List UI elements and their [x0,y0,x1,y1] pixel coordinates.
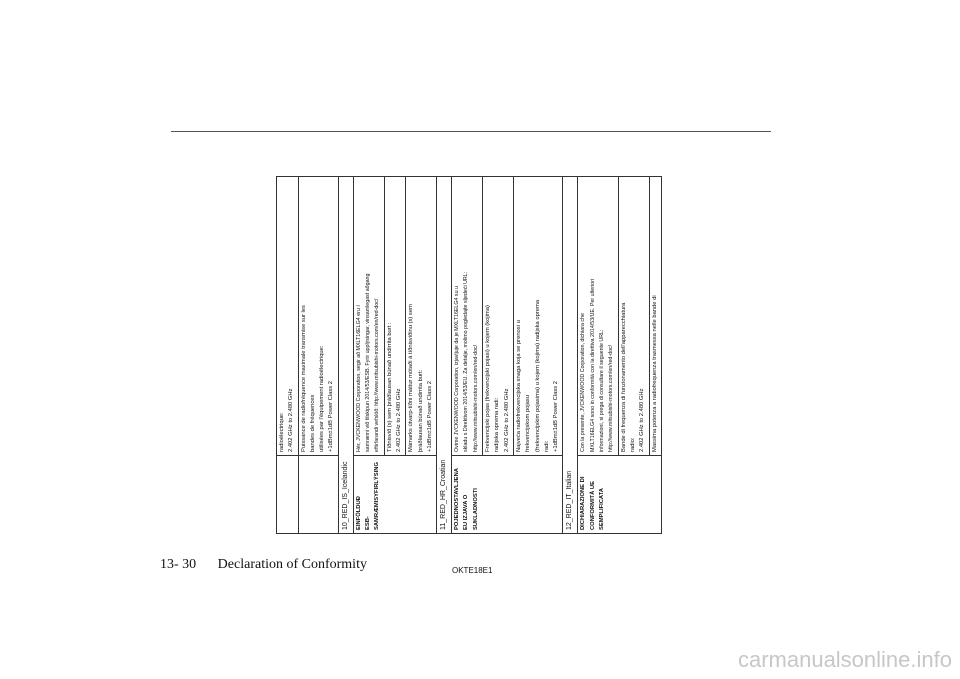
section-header-is: 10_RED_IS_Icelandic [338,177,353,534]
table-row [353,177,384,534]
body-cell [384,177,406,456]
body-line: radijska oprema radi: [494,397,501,452]
body-cell [452,177,483,456]
body-cell [578,177,618,456]
watermark-text: carmanualsonline.info [737,647,952,672]
body-cell [513,177,562,456]
body-line: skladu s Direktivom 2014/53/EU. Za detalje, molimo pogledajte sljedeći URL: [463,271,470,452]
body-line: +1dBm±1dB Power Class 2 [553,380,560,452]
top-rule [171,131,771,132]
table-row [338,177,353,534]
body-cell [649,177,661,456]
body-line: +1dBm±1dB Power Class 2 [426,380,433,452]
section-title: Declaration of Conformity [217,557,367,572]
title-cell-hr [452,456,563,534]
fr-line: Puissance de radiofréquence maximale transmise sur les [300,305,307,452]
title-cell-is [353,456,436,534]
body-line: http://www.mitsubishi-motors.com/en/red-doc/ [472,344,479,452]
footer [160,557,367,573]
body-line: http://www.mitsubishi-motors.com/en/red-doc/ [608,344,615,452]
fr-line: radioélectrique: [279,412,285,452]
body-line: eftirfarandi vefslóð: http://www.mitsubishi-motors.com/en/red-doc/ [374,298,381,452]
title-line: SEMPLIFICATA [599,488,606,530]
title-line: ESB-SAMRÆMISYFIRLÝSING [365,462,381,530]
body-line: Con la presente, JVCKENWOOD Corporation, dichiara che [580,313,587,452]
body-line: Najveća radiofrekvencijska snaga koja se prenosi u [515,320,522,452]
fr-line: bandes de fréquences [309,394,316,452]
title-line: SUKLADNOSTI [472,488,479,530]
body-line: þráðlausan búnað undirrita burt: [417,369,424,452]
body-cell [483,177,514,456]
fr-line: utilisées par l'équipement radioélectrique: [319,345,326,452]
fr-line: +1dBm±1dB Power Class 2 [328,380,335,452]
body-line: Bande di frequenza di funzionamento dell'apparecchiatura [620,302,627,452]
page-number: 13- 30 [160,557,197,572]
title-line: EINFÖLDUÐ [355,496,362,530]
body-line: informazioni, si prega di consultare il seguente URL: [599,329,606,452]
body-line: radi: [543,440,550,452]
fr-line: 2.402 GHz to 2.480 GHz [288,388,295,452]
title-line: POJEDNOSTAVLJENA [454,468,461,530]
title-line: EU IZJAVA O [463,494,470,530]
body-line: 2.402 GHz to 2.480 GHz [503,388,510,452]
body-line: 2.402 GHz to 2.480 GHz [639,388,646,452]
body-line: Ovime JVCKENWOOD Corporation, izjavljuje da je MXLT16ELG4 su u [454,286,461,452]
body-line: Hér, JVCKENWOOD Corporation, segir að MXLT16ELG4 eru í [355,305,362,452]
fr-tail-cell [298,177,338,456]
title-line: DICHIARAZIONE DI [580,476,587,530]
body-line: Mámarks útvarp-tíðni máttur mótaði á tíðnisviðinu (s) sem [408,304,415,452]
body-line: Massima potenza a radiofrequenza trasmessa nelle bande di [651,295,658,452]
table-row [298,177,338,534]
fr-tail-cell [277,177,299,456]
body-cell [618,177,649,456]
body-line: frekvencijskom pojasu [525,394,532,452]
conformity-table [276,176,662,534]
table-row [277,177,299,534]
table-row [452,177,483,534]
table-row [578,177,618,534]
body-cell [406,177,437,456]
body-line: MXLT16ELG4 sono in conformità con la direttiva 2014/53/UE. Per ulteriori [589,278,596,452]
body-line: 2.402 GHz to 2.480 GHz [395,388,402,452]
doc-code: OKTE18E1 [452,566,493,575]
title-cell-it [578,456,661,534]
rotated-table-area [276,176,714,534]
section-header-hr: 11_RED_HR_Croatian [437,177,452,534]
empty-cell [298,456,338,534]
body-cell [353,177,384,456]
table-row [437,177,452,534]
title-line: CONFORMITÀ UE [589,481,596,530]
section-header-it: 12_RED_IT_Italian [563,177,578,534]
body-line: (frekvencijskim pojasima) u kojem (kojima) radijska oprema [534,299,541,452]
rotated-table [276,176,714,534]
body-line: samræmi við tilskipun 2014/53/ESB. Fyrir upplýsingar, vinsamlegast aðgang [365,273,372,452]
table-row [563,177,578,534]
body-line: Tíðnisvið (s) sem þráðlausan búnað undirrita burt : [386,322,393,452]
body-line: Frekvencijski pojas (frekvencijski pojasi) u kojem (kojima) [485,305,492,452]
empty-cell [277,456,299,534]
body-line: radio: [629,437,636,452]
